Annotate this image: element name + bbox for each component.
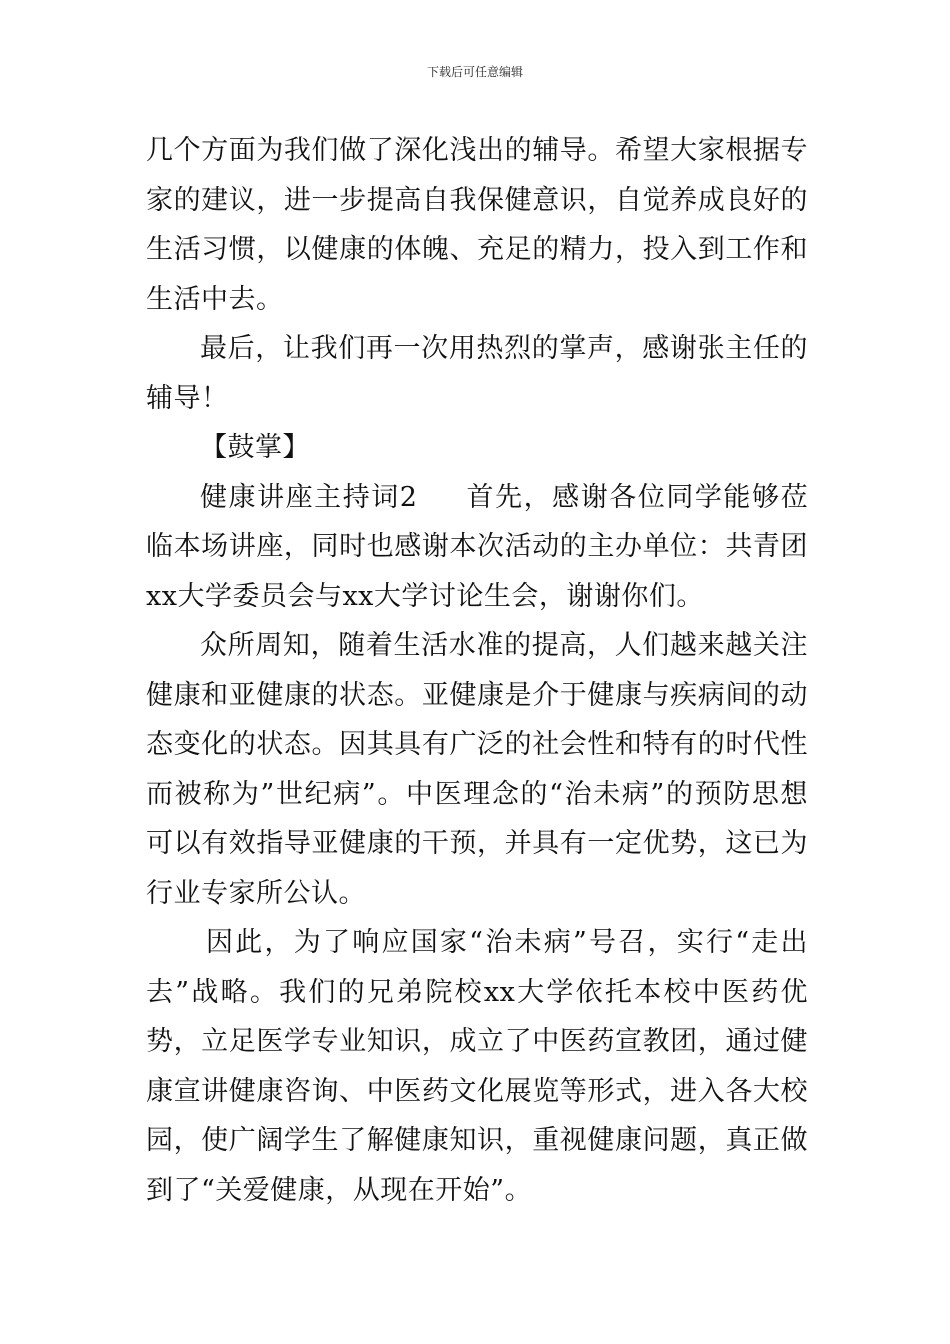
section-heading: 健康讲座主持词2 <box>200 481 418 513</box>
paragraph-1: 几个方面为我们做了深化浅出的辅导。希望大家根据专家的建议，进一步提高自我保健意识，自觉养成良好的生活习惯，以健康的体魄、充足的精力，投入到工作和生活中去。 <box>146 135 808 315</box>
paragraph-2: 最后，让我们再一次用热烈的掌声，感谢张主任的辅导！ <box>146 333 808 414</box>
paragraph-5: 众所周知，随着生活水准的提高，人们越来越关注健康和亚健康的状态。亚健康是介于健康与疾病间的动态变化的状态。因其具有广泛的社会性和特有的时代性而被称为”世纪病”。中医理念的“治未病”的预防思想可以有效指导亚健康的干预，并具有一定优势，这已为行业专家所公认。 <box>146 630 808 909</box>
paragraph-6: 因此，为了响应国家“治未病”号召，实行“走出去”战略。我们的兄弟院校xx大学依托本校中医药优势，立足医学专业知识，成立了中医药宣教团，通过健康宣讲健康咨询、中医药文化展览等形式，进入各大校园，使广阔学生了解健康知识，重视健康问题，真正做到了“关爱健康，从现在开始”。 <box>146 927 808 1206</box>
document-body <box>146 126 808 1215</box>
paragraph-4-text: 首先，感谢各位同学能够莅临本场讲座，同时也感谢本次活动的主办单位：共青团xx大学委员会与xx大学讨论生会，谢谢你们。 <box>146 481 808 612</box>
paragraph-3: 【鼓掌】 <box>200 432 310 463</box>
page-header: 下载后可任意编辑 <box>426 65 523 79</box>
paragraph-4 <box>146 473 808 622</box>
